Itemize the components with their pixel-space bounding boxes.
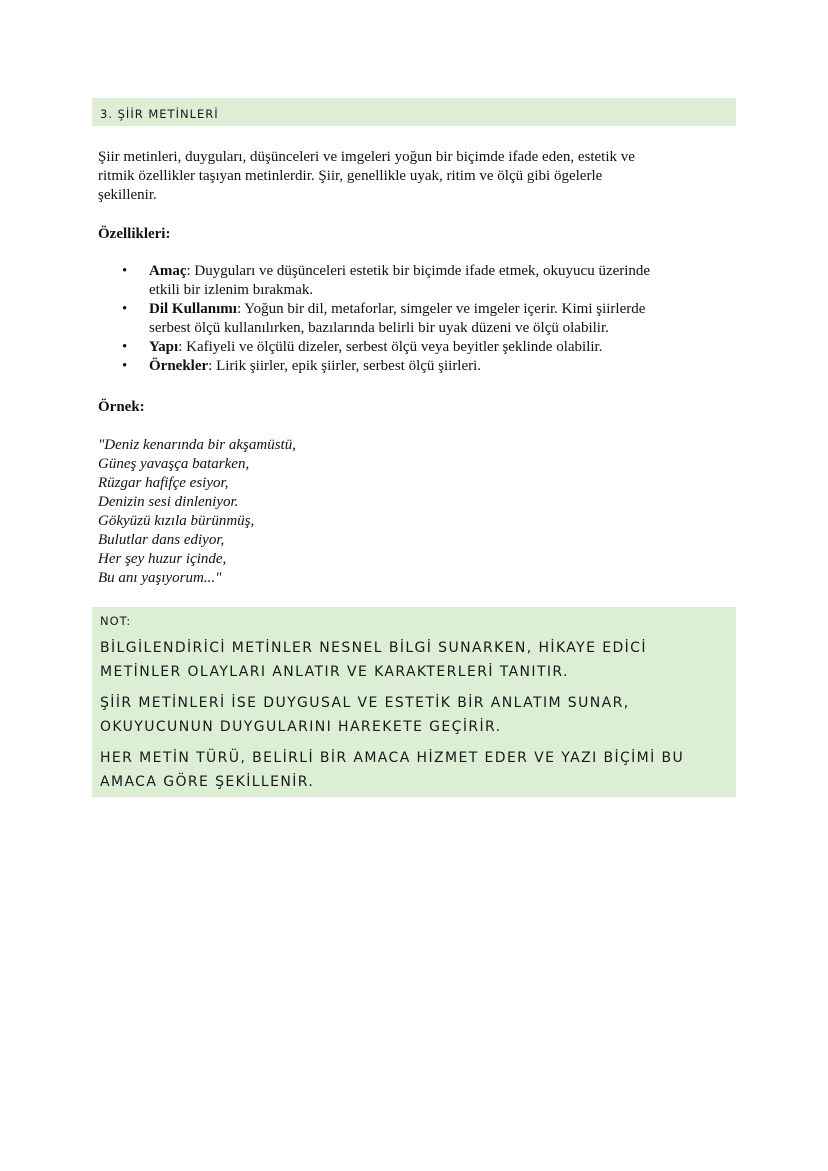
bullet-icon: • xyxy=(122,339,128,355)
poem-line: Bu anı yaşıyorum..." xyxy=(98,570,222,586)
feature-text: : Kafiyeli ve ölçülü dizeler, serbest ölçü veya beyitler şeklinde olabilir. xyxy=(178,339,603,355)
poem-line: Güneş yavaşça batarken, xyxy=(98,456,250,472)
list-item xyxy=(98,262,718,300)
example-poem xyxy=(98,436,498,588)
feature-label: Dil Kullanımı xyxy=(149,301,237,317)
feature-text: serbest ölçü kullanılırken, bazılarında belirli bir uyak düzeni ve ölçü olabilir. xyxy=(149,320,609,336)
note-paragraph xyxy=(100,746,700,794)
poem-line: Bulutlar dans ediyor, xyxy=(98,532,225,548)
note-line: HER METİN TÜRÜ, BELİRLİ BİR AMACA HİZMET EDER VE YAZI BİÇİMİ BU xyxy=(100,750,685,766)
note-line: BİLGİLENDİRİCİ METİNLER NESNEL BİLGİ SUNARKEN, HİKAYE EDİCİ xyxy=(100,640,647,656)
note-line: ŞİİR METİNLERİ İSE DUYGUSAL VE ESTETİK BİR ANLATIM SUNAR, xyxy=(100,695,630,711)
intro-line: Şiir metinleri, duyguları, düşünceleri ve imgeleri yoğun bir biçimde ifade eden, estetik ve xyxy=(98,149,635,165)
note-paragraph xyxy=(100,691,700,739)
feature-label: Yapı xyxy=(149,339,179,355)
note-label: NOT: xyxy=(100,614,132,628)
poem-line: Her şey huzur içinde, xyxy=(98,551,227,567)
bullet-icon: • xyxy=(122,263,128,279)
section-title: 3. ŞİİR METİNLERİ xyxy=(100,107,219,121)
feature-label: Amaç xyxy=(149,263,187,279)
intro-paragraph xyxy=(98,148,718,205)
note-line: OKUYUCUNUN DUYGULARINI HAREKETE GEÇİRİR. xyxy=(100,719,502,735)
poem-line: Rüzgar hafifçe esiyor, xyxy=(98,475,229,491)
bullet-icon: • xyxy=(122,301,128,317)
list-item xyxy=(98,338,718,357)
note-box xyxy=(92,607,736,797)
note-line: AMACA GÖRE ŞEKİLLENİR. xyxy=(100,774,315,790)
feature-text: : Yoğun bir dil, metaforlar, simgeler ve imgeler içerir. Kimi şiirlerde xyxy=(236,301,646,317)
section-header xyxy=(92,98,736,126)
bullet-icon: • xyxy=(122,358,128,374)
poem-line: Gökyüzü kızıla bürünmüş, xyxy=(98,513,255,529)
feature-text: : Duyguları ve düşünceleri estetik bir biçimde ifade etmek, okuyucu üzerinde xyxy=(186,263,651,279)
list-item xyxy=(98,357,718,376)
poem-line: "Deniz kenarında bir akşamüstü, xyxy=(98,437,296,453)
features-heading: Özellikleri: xyxy=(98,226,171,242)
feature-text: : Lirik şiirler, epik şiirler, serbest ölçü şiirleri. xyxy=(208,358,482,374)
features-list xyxy=(98,262,718,376)
list-item xyxy=(98,300,718,338)
feature-label: Örnekler xyxy=(149,358,209,374)
intro-line: şekillenir. xyxy=(98,187,157,203)
note-line: METİNLER OLAYLARI ANLATIR VE KARAKTERLERİ TANITIR. xyxy=(100,664,569,680)
poem-line: Denizin sesi dinleniyor. xyxy=(98,494,239,510)
intro-line: ritmik özellikler taşıyan metinlerdir. Şiir, genellikle uyak, ritim ve ölçü gibi ögelerle xyxy=(98,168,603,184)
example-heading: Örnek: xyxy=(98,399,145,415)
feature-text: etkili bir izlenim bırakmak. xyxy=(149,282,314,298)
note-paragraph xyxy=(100,636,700,684)
